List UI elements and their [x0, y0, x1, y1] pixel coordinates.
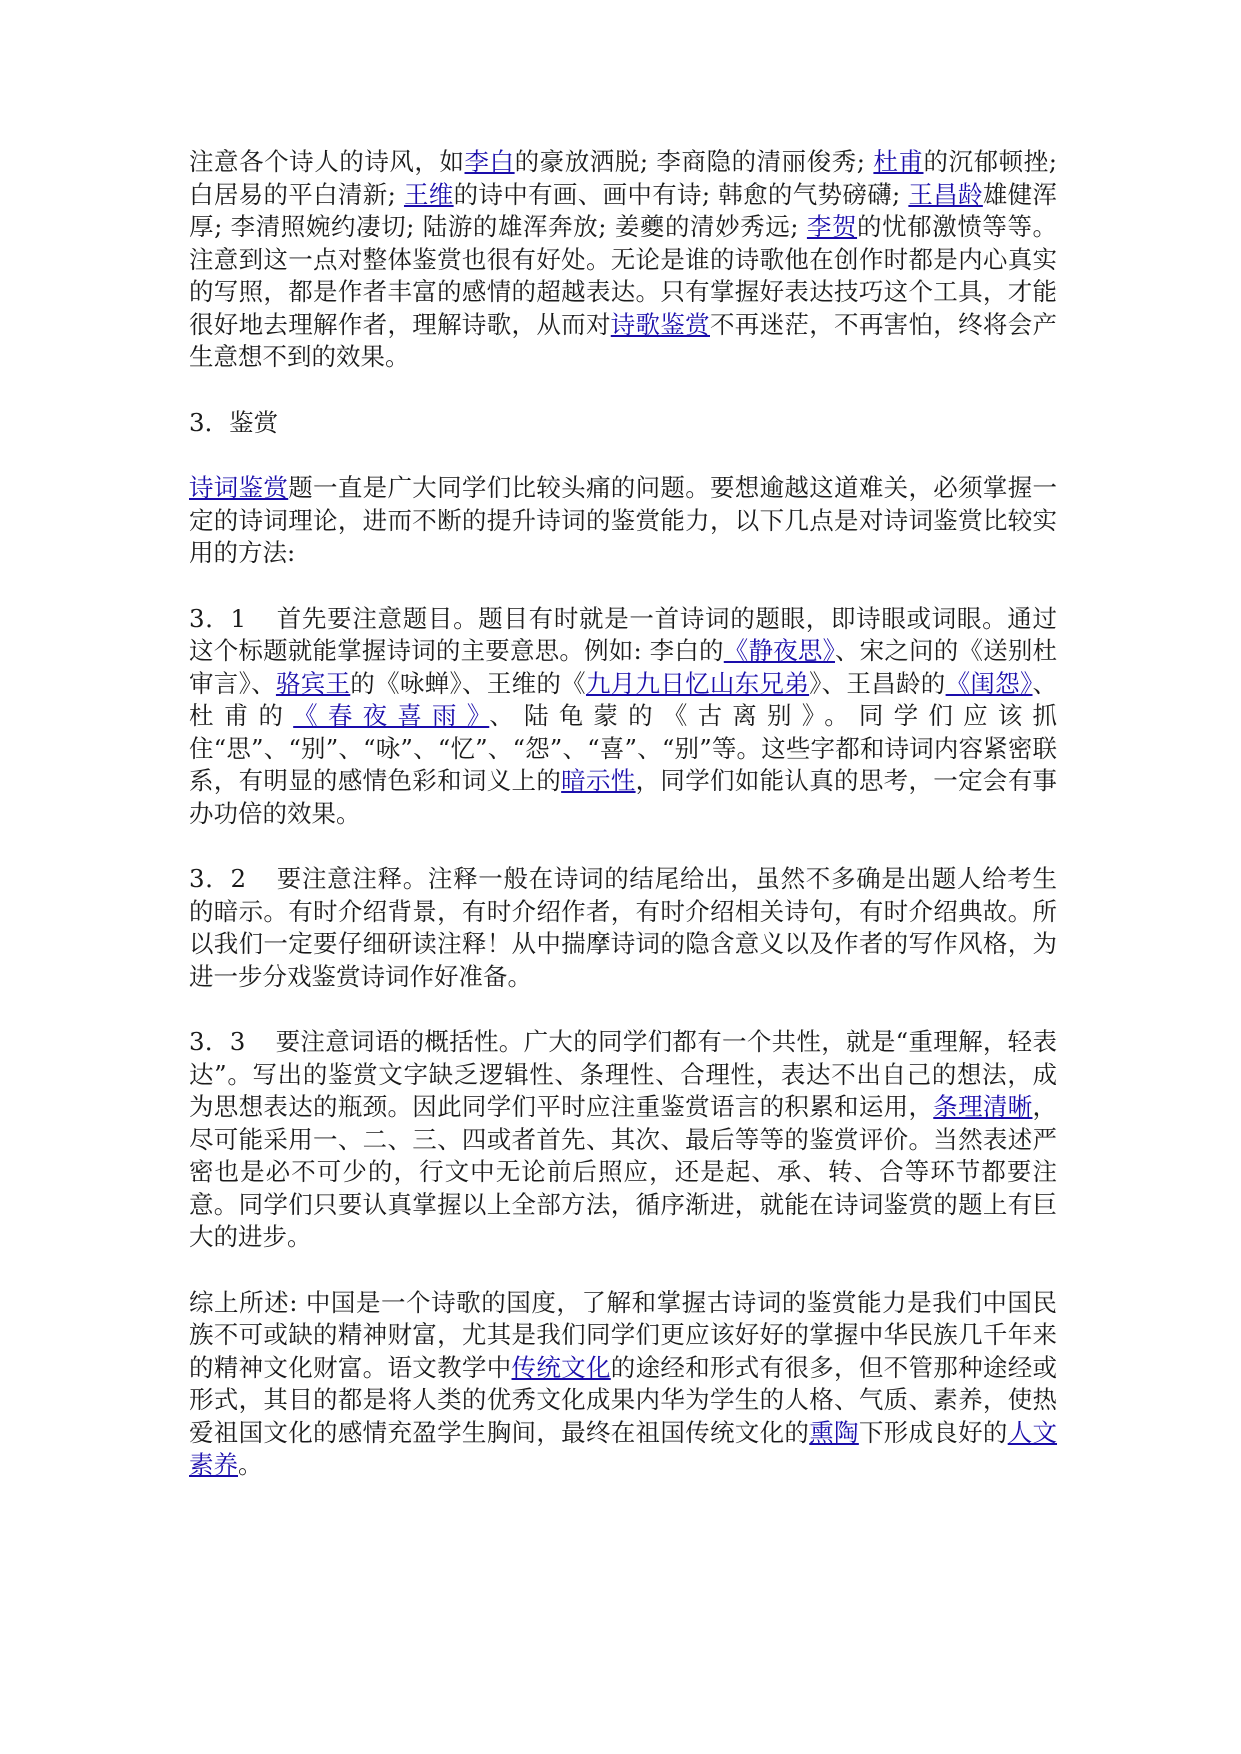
text-run: 》、王昌龄的	[809, 668, 946, 698]
text-run: 的豪放洒脱; 李商隐的清丽俊秀;	[514, 147, 874, 176]
text-link[interactable]: 王维	[403, 179, 454, 209]
text-run: 3．鉴赏	[189, 407, 279, 437]
section-number: 3．3	[189, 1027, 246, 1056]
text-run: 综上所述: 中国是一个诗歌的国度，了解和掌握古诗词的鉴赏能力是我们中国民族不可或缺的精神财富，尤其是我们同学们更应该好好的掌握中华民族几千年来的精神文化财富。语文教学中	[189, 1287, 1057, 1382]
text-run: 下形成良好的	[858, 1417, 1008, 1447]
text-link[interactable]: 李贺	[806, 212, 858, 241]
text-link[interactable]: 诗歌鉴赏	[610, 309, 710, 339]
section-number: 3．1	[189, 603, 247, 633]
text-run: 雄健浑厚; 李清照婉约凄切; 陆游的雄浑奔放; 姜夔的清妙秀远;	[189, 179, 1058, 241]
text-run: 的忧郁激愤等等。注意到这一点对整体鉴赏也很有好处。无论是谁的诗歌他在创作时都是内心真实的写照，都是作者丰富的感情的超越表达。只有掌握好表达技巧这个工具，才能很好地去理解作者，理解诗歌，从而对	[189, 212, 1058, 339]
text-link[interactable]: 杜甫	[873, 147, 924, 176]
text-link[interactable]: 《静夜思》	[723, 636, 835, 665]
text-link[interactable]: 《闺怨》	[945, 668, 1033, 698]
text-run: 题一直是广大同学们比较头痛的问题。要想逾越这道难关，必须掌握一定的诗词理论，进而不断的提升诗词的鉴赏能力，以下几点是对诗词鉴赏比较实用的方法:	[189, 473, 1058, 567]
text-run: 。	[238, 1450, 263, 1479]
paragraph	[189, 1026, 1057, 1254]
text-run: 的《咏蝉》、王维的《	[350, 668, 586, 698]
text-link[interactable]: 条理清晰	[933, 1092, 1033, 1121]
text-link[interactable]: 暗示性	[561, 766, 636, 795]
paragraph	[189, 146, 1057, 374]
text-run: 、宋之问的《送别杜审言》、	[189, 636, 1058, 698]
paragraph	[189, 603, 1057, 831]
text-run: 首先要注意题目。题目有时就是一首诗词的题眼，即诗眼或词眼。通过这个标题就能掌握诗词的主要意思。例如: 李白的	[189, 603, 1057, 665]
text-run: 的诗中有画、画中有诗; 韩愈的气势磅礴;	[453, 179, 909, 209]
text-run: 、陆龟蒙的《古离别》。同学们应该抓住“思”、“别”、“咏”、“忆”、“怨”、“喜”、“别”等。这些字都和诗词内容紧密联系，有明显的感情色彩和词义上的	[189, 701, 1058, 795]
text-link[interactable]: 九月九日忆山东兄弟	[585, 668, 810, 698]
text-run: 注意各个诗人的诗风，如	[189, 147, 465, 176]
text-link[interactable]: 传统文化	[511, 1352, 611, 1382]
paragraph	[189, 472, 1057, 570]
section-number: 3．2	[189, 864, 247, 893]
text-link[interactable]: 王昌龄	[908, 179, 983, 209]
text-link[interactable]: 李白	[464, 147, 515, 176]
text-run: 要注意词语的概括性。广大的同学们都有一个共性，就是“重理解，轻表达”。写出的鉴赏文字缺乏逻辑性、条理性、合理性，表达不出自己的想法，成为思想表达的瓶颈。因此同学们平时应注重鉴赏语言的积累和运用，	[189, 1027, 1057, 1121]
document-page	[189, 146, 1057, 1515]
text-link[interactable]: 骆宾王	[275, 668, 351, 698]
text-link[interactable]: 《春夜喜雨》	[293, 701, 490, 730]
paragraph	[189, 1287, 1057, 1482]
text-link[interactable]: 人文素养	[189, 1417, 1058, 1479]
text-run: 的途经和形式有很多，但不管那种途经或形式，其目的都是将人类的优秀文化成果内华为学生的人格、气质、素养，使热爱祖国文化的感情充盈学生胸间，最终在祖国传统文化的	[189, 1352, 1058, 1447]
text-run: ，尽可能采用一、二、三、四或者首先、其次、最后等等的鉴赏评价。当然表述严密也是必不可少的，行文中无论前后照应，还是起、承、转、合等环节都要注意。同学们只要认真掌握以上全部方法，循序渐进，就能在诗词鉴赏的题上有巨大的进步。	[189, 1092, 1058, 1251]
text-link[interactable]: 诗词鉴赏	[189, 473, 289, 502]
text-run: 的沉郁顿挫; 白居易的平白清新;	[189, 147, 1057, 209]
text-run: 、杜甫的	[189, 668, 1058, 730]
text-run: 不再迷茫，不再害怕，终将会产生意想不到的效果。	[189, 309, 1058, 371]
text-run: ，同学们如能认真的思考，一定会有事办功倍的效果。	[189, 766, 1058, 828]
paragraph	[189, 407, 1057, 440]
paragraph	[189, 863, 1057, 993]
text-run: 要注意注释。注释一般在诗词的结尾给出，虽然不多确是出题人给考生的暗示。有时介绍背景，有时介绍作者，有时介绍相关诗句，有时介绍典故。所以我们一定要仔细研读注释！从中揣摩诗词的隐含意义以及作者的写作风格，为进一步分戏鉴赏诗词作好准备。	[189, 864, 1057, 991]
text-link[interactable]: 熏陶	[809, 1417, 859, 1447]
